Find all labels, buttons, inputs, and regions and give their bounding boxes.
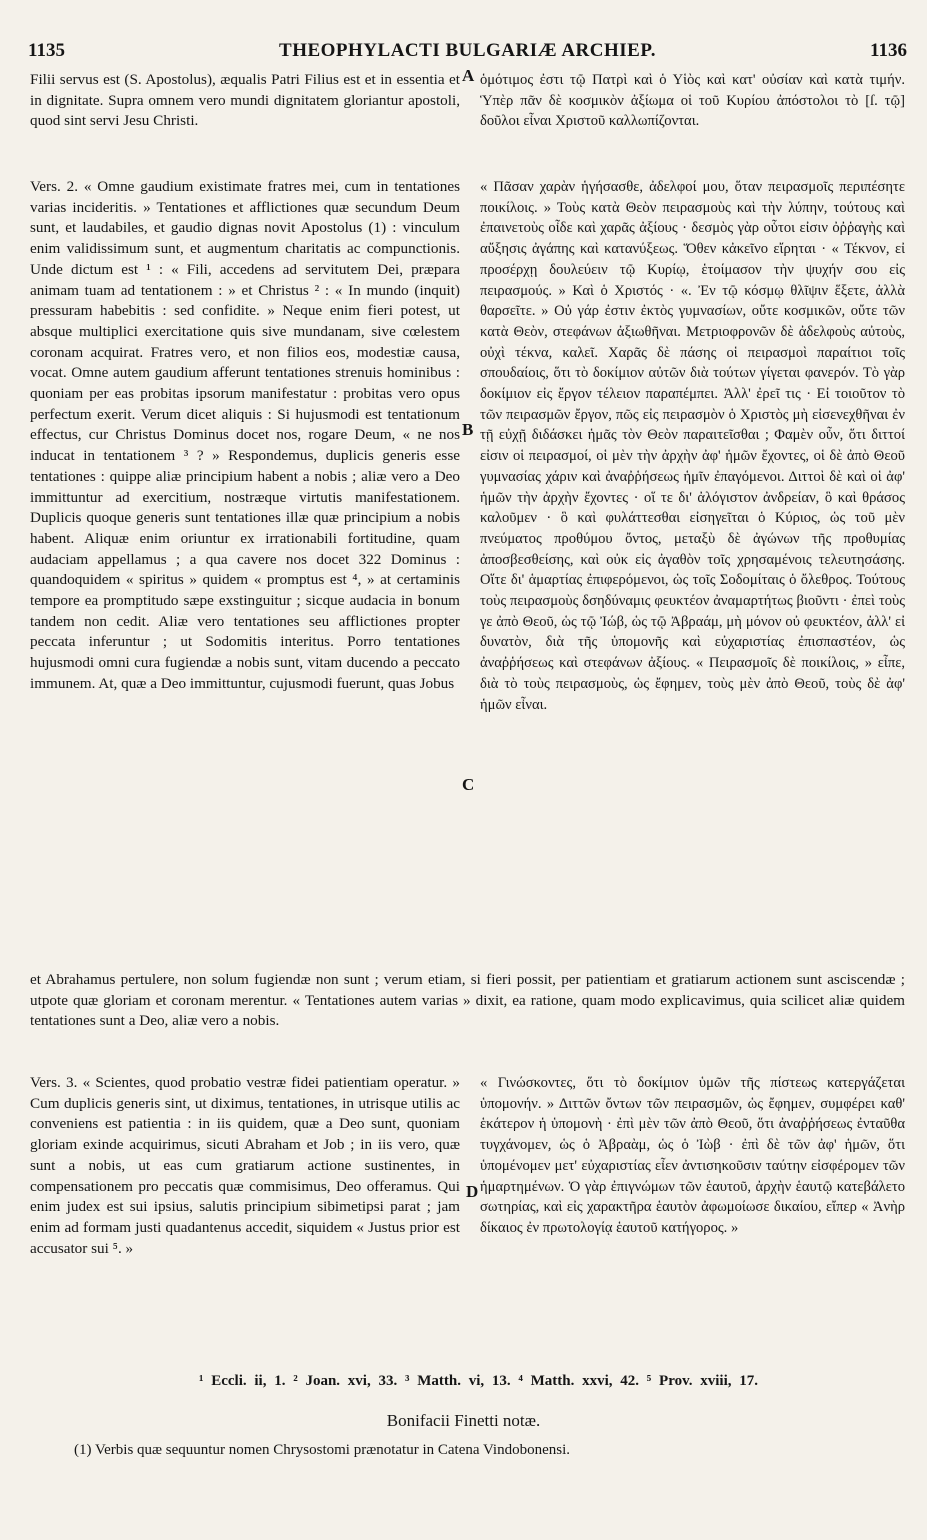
margin-letter-c: C: [462, 775, 475, 794]
page-header: [28, 40, 907, 66]
greek-column-block-1: [480, 70, 905, 160]
page-number-left: 1135: [28, 40, 65, 61]
greek-paragraph: « Πᾶσαν χαρὰν ἡγήσασθε, ἀδελφοί μου, ὅταν πειρασμοῖς περιπέσητε ποικίλοις. » Τοὺς κατὰ Θεὸν πειρασμοὺς καὶ τὴν λύπην, τούτους καὶ ἐπαινετοὺς οἶδε καὶ χαρᾶς ἀξίους · δεσμὸς γὰρ οὗτοι εἰσιν ὀῤῥαγὴς καὶ αὔξησις ἀγάπης καὶ κατανύξεως. Ὅθεν κἀκεῖνο εἴρηται · « Τέκνον, εἰ προσέρχῃ δουλεύειν τῷ Κυρίῳ, ἑτοίμασον τὴν ψυχήν σου εἰς πειρασμούς. » Καὶ ὁ Χριστός · «. Ἐν τῷ κόσμῳ θλῖψιν ἕξετε, ἀλλὰ θαρσεῖτε. » Οὐ γάρ ἐστιν ἐκτὸς γυμνασίων, οὔτε κοσμικῶν, οὔτε τῶν κατὰ Θεὸν, στεφάνων ἀξιωθῆναι. Μετριοφρονῶν δὲ ἀδελφοὺς αὐτοὺς, οὐχὶ τέκνα, καλεῖ. Χαρᾶς δὲ πάσης οἱ πειρασμοὶ παραίτιοι τοῖς σπουδαίοις, ὅτι τὸ δοκίμιον αὐτῶν διὰ τούτων γίγεται φανερόν. Τὸ γὰρ δοκίμιον εἰς ἔργον τέλειον παραπέμπει. Ἀλλ' ἐρεῖ τις · Εἰ τοιοῦτον τὸ τῶν πειρασμῶν ἔργον, πῶς εἰς πειρασμὸν ὁ Χριστὸς μὴ εἰσενεχθῆναι ἐν τῇ εὐχῇ διδάσκει ἡμᾶς τὸν Θεὸν παραιτεῖσθαι ; Φαμὲν οὖν, ὅτι διττοί εἰσιν οἱ πειρασμοί, οἱ μὲν τὴν ἀρχὴν ἀφ' ἡμῶν ἔχοντες, οἱ δὲ ἀπὸ Θεοῦ γυμνασίας χάριν καὶ ἀναῤῥήσεως ἡμῖν ἐπαγόμενοι. Διττοὶ δὲ καὶ οἱ ἀφ' ἡμῶν τὴν ἀρχὴν ἔχοντες · οἵ τε δι' ἀλόγιστον ἀνδρείαν, ὃ καὶ θράσος καλοῦμεν · ὃ καὶ φυλάττεσθαι εἰσηγεῖται ὁ Κύριος, ὡς τοῦ μὲν πνεύματος προθύμου ὄντος, μεταξὺ δὲ ἀγώνων τῆς προθυμίας ἀποσβεσθείσης, καὶ οὐκ εἰς ἀγαθὸν τοῖς χρησαμένοις τελευτησάσης. Οἵτε δι' ἁμαρτίας ἐπιφερόμενοι, ὡς τοῖς Σοδομίταις ὁ ὄλεθρος. Τούτους τοὺς πειρασμοὺς δσηδύναμις φευκτέον ἀναμαρτήτως βιοῦντι · ἐπεὶ τοὺς γε ἀπὸ Θεοῦ, ὡς τῷ Ἰώβ, ὡς τῷ Ἀβραάμ, μὴ μόνον οὐ φευκτέον, ἀλλ' εἰ δυνατὸν, διὰ τῆς ὑπομονῆς καὶ εὐχαριστίας ἐπισπαστέον, ὡς ἀναῤῥήσεως καὶ στεφάνων ἀξίους. « Πειρασμοῖς δὲ ποικίλοις, » εἶπε, διὰ τὸ τοὺς πειρασμοὺς, ὡς ἔφημεν, τοὺς μὲν ἀπὸ Θεοῦ, τοὺς δὲ ἀφ' ἡμῶν εἶναι.: [480, 179, 905, 713]
greek-paragraph: ὁμότιμος ἐστι τῷ Πατρὶ καὶ ὁ Υἱὸς καὶ κατ' οὐσίαν καὶ κατὰ τιμήν. Ὑπὲρ πᾶν δὲ κοσμικὸν ἀξίωμα οἱ τοῦ Κυρίου ἀπόστολοι τὸ [ſ. τῷ] δοῦλοι εἶναι Χριστοῦ καλλωπίζονται.: [480, 72, 905, 130]
scripture-footnotes: ¹ Eccli. ii, 1. ² Joan. xvi, 33. ³ Matth. vi, 13. ⁴ Matth. xxvi, 42. ⁵ Prov. xviii, 17.: [198, 1373, 759, 1389]
margin-letter-b: B: [462, 420, 474, 439]
latin-paragraph: Vers. 3. « Scientes, quod probatio vestræ fidei patientiam operatur. » Cum duplicis generis sint, ut diximus, tentationes, in utrisque utilis ac conveniens est patientia : in iis quidem, quæ a Deo sunt, quoniam gloriam exinde acquirimus, sicuti Abraham et Job ; in iis vero, quæ sunt a nobis, ut eas cum gratiarum actione sustinentes, in compensationem pro peccatis quæ commisimus, Deo offeramus. Qui enim judex est sui ipsius, salutis principium sibimetipsi parat ; jam enim ad formam justi quadantenus accedit, siquidem « Justus prior est accusator sui ⁵. »: [30, 1074, 460, 1257]
editor-note: (1) Verbis quæ sequuntur nomen Chrysostomi prænotatur in Catena Vindobonensi.: [74, 1442, 571, 1458]
latin-paragraph: et Abrahamus pertulere, non solum fugiendæ non sunt ; verum etiam, si fieri possit, per patientiam et gratiarum actionem sunt asciscendæ ; utpote quæ gloriam et coronam merentur. « Tentationes autem varias » dixit, ea ratione, quam modo explicavimus, quia scilicet aliæ quidem tentationes sunt a Deo, aliæ vero a nobis.: [30, 971, 905, 1030]
greek-column-block-3: [480, 1073, 905, 1363]
full-width-paragraph: [30, 970, 905, 1065]
latin-column-block-3: [30, 1073, 460, 1363]
greek-column-block-2: [480, 177, 905, 965]
latin-paragraph: Filii servus est (S. Apostolus), æqualis Patri Filius est et in essentia et in dignitate. Supra omnem vero mundi dignitatem gloriantur apostoli, quod sint servi Jesu Christi.: [30, 71, 460, 130]
greek-paragraph: « Γινώσκοντες, ὅτι τὸ δοκίμιον ὑμῶν τῆς πίστεως κατεργάζεται ὑπομονήν. » Διττῶν ὄντων τῶν πειρασμῶν, ὡς ἔφημεν, συμφέρει καθ' ἑκάτερον ἡ ὑπομονὴ · ἐπὶ μὲν τῶν ἀπὸ Θεοῦ, ὅτι ἀναῤῥήσεως ἐνταῦθα τυγχάνομεν, ὡς ὁ Ἀβραὰμ, ὡς ὁ Ἰὼβ · ἐπὶ δὲ τῶν ἀφ' ἡμῶν, ὅτι ὑπομένομεν μετ' εὐχαριστίας εἶεν ἀντισηκοῦσιν ταύτην εἰσφέρομεν τῶν ἡμαρτημένων. Ὁ γὰρ ἐπιγνώμων τῶν ἑαυτοῦ, ἀρχὴν ἑαυτῷ κατεβάλετο σωτηρίας, καὶ εἰς χαρακτῆρα ἑαυτὸν ἀφωμοίωσε δικαίου, εἴπερ « Ἀνὴρ δίκαιος ἐν πρωτολογίᾳ ἑαυτοῦ κατήγορος. »: [480, 1075, 905, 1236]
running-title: THEOPHYLACTI BULGARIÆ ARCHIEP.: [279, 40, 656, 61]
margin-letter-a: A: [462, 66, 475, 85]
latin-column-block-2: [30, 177, 460, 965]
page-number-right: 1136: [870, 40, 907, 61]
margin-letter-d: D: [466, 1182, 479, 1201]
latin-column-block-1: [30, 70, 460, 175]
latin-paragraph: Vers. 2. « Omne gaudium existimate fratres mei, cum in tentationes varias incideritis. » Tentationes et afflictiones quæ secundum Deum sunt, et laudabiles, et gaudio dignas novit Apostolus (1) : vinculum enim validissimum sunt, et augmentum charitatis ac compunctionis. Unde dictum est ¹ : « Fili, accedens ad servitutem Dei, præpara animam tuam ad tentationem : » et Christus ² : « In mundo (inquit) pressuram habebitis : sed confidite. » Neque enim fieri potest, ut absque multiplici exercitatione quis sive mundanam, sive cœlestem coronam acquirat. Fratres vero, et non filios eos, modestiæ causa, vocat. Omne autem gaudium afferunt tentationes strenuis hominibus : quoniam per eas probitas ipsorum manifestatur : probitas vero opus perfectum exerit. Verum dicet aliquis : Si hujusmodi est tentationum effectus, cur Christus Dominus docet nos, rogare Deum, « ne nos inducat in tentationem ³ ? » Respondemus, duplicis generis esse tentationes : quippe aliæ principium habent a nobis ; aliæ vero a Deo immittuntur ad exercitium, nostræque virtutis manifestationem. Duplicis quoque generis sunt tentationes illæ quæ principium a nobis habent. Aliquæ enim oriuntur ex irrationabili fortitudine, quam audaciam appellamus ; a qua cavere nos docet 322 Dominus : quandoquidem « spiritus » quidem « promptus est ⁴, » at certaminis tempore ea promptitudo sæpe exstinguitur ; sicque audacia in bonum tandem non cedit. Aliæ vero tentationes seu afflictiones propter peccata inferuntur ; ut Sodomitis interitus. Porro tentationes hujusmodi omni cura fugiendæ a nobis sunt, vitam ducendo a peccato immunem. At, quæ a Deo immittuntur, cujusmodi fuerunt, quas Jobus: [30, 178, 460, 692]
notes-heading: Bonifacii Finetti notæ.: [386, 1411, 541, 1430]
